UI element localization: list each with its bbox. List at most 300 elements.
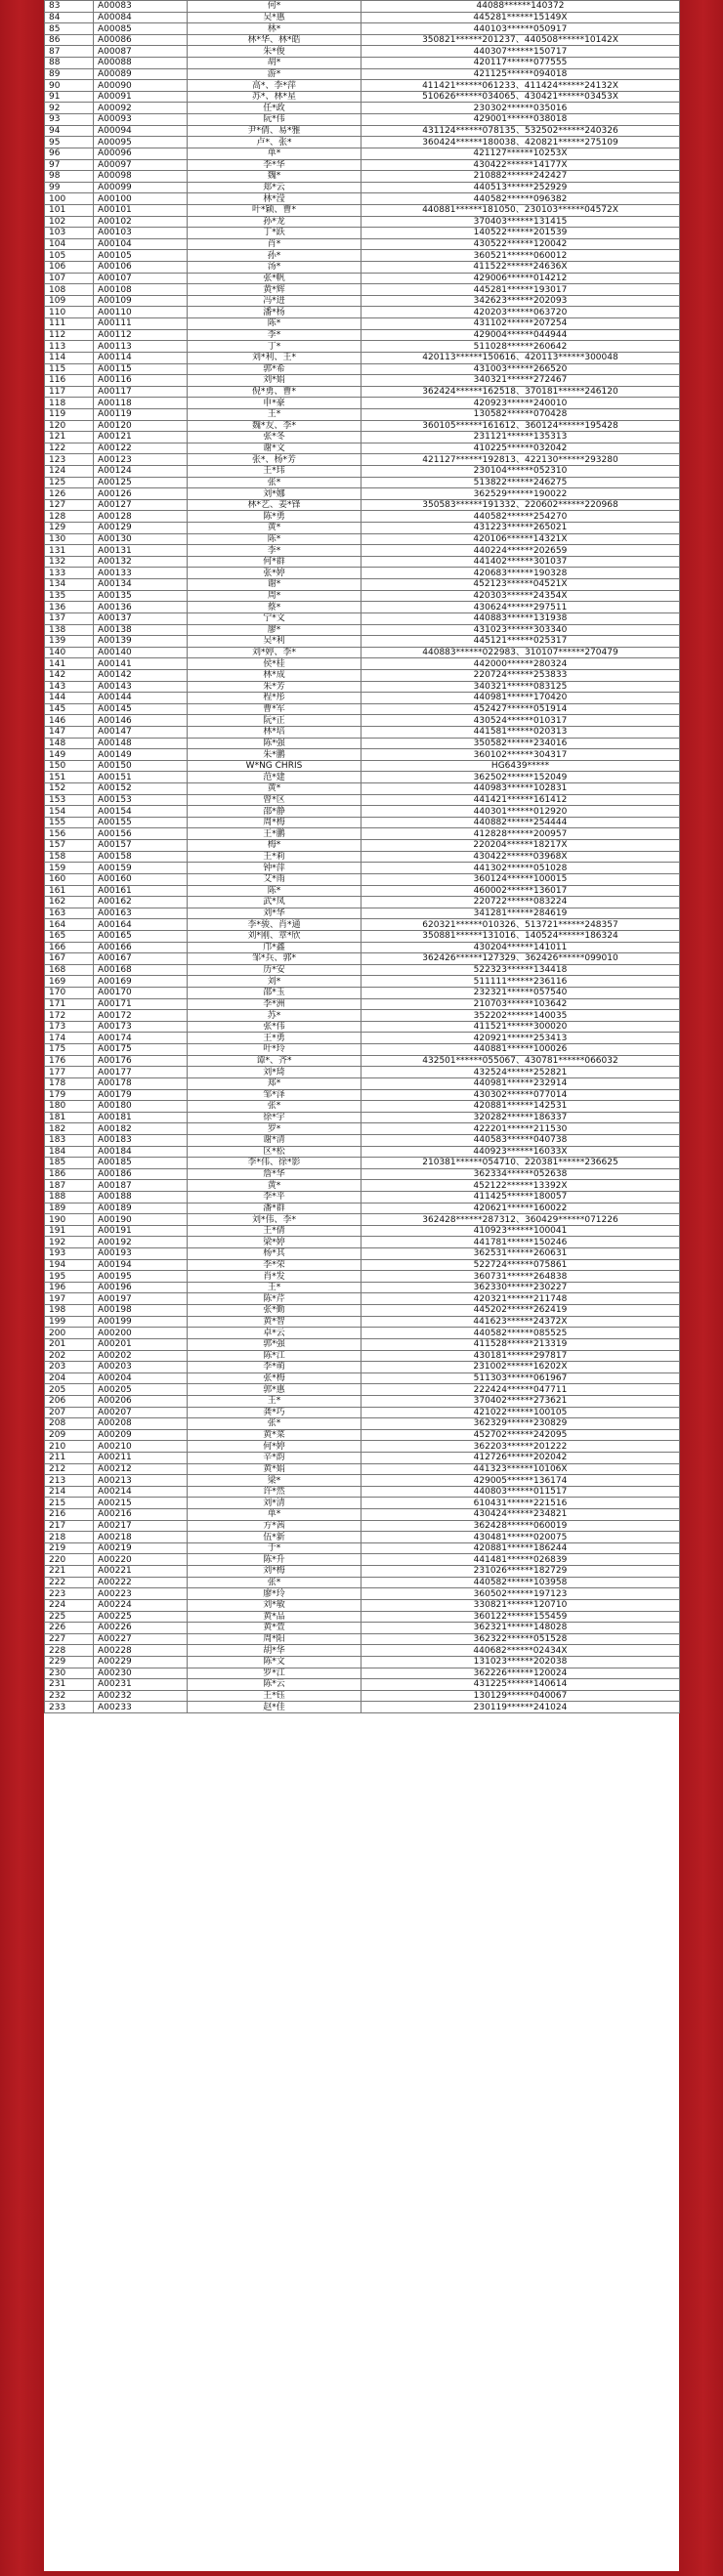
table-row <box>45 1 680 13</box>
row-code: A00096 <box>94 148 188 159</box>
row-name: 陈*强 <box>188 738 362 749</box>
row-number: 232 <box>45 1690 94 1702</box>
row-number: 182 <box>45 1123 94 1135</box>
row-name: 邵*静 <box>188 806 362 818</box>
row-number: 127 <box>45 499 94 511</box>
row-id-number: 610431******221516 <box>362 1498 680 1509</box>
row-name: 叶*颖、曹* <box>188 204 362 216</box>
row-name: 丁* <box>188 341 362 353</box>
row-id-number: 441623******24372X <box>362 1316 680 1328</box>
row-number: 228 <box>45 1645 94 1657</box>
row-code: A00190 <box>94 1214 188 1226</box>
row-name: 张* <box>188 1101 362 1113</box>
row-number: 211 <box>45 1453 94 1464</box>
row-id-number: 440881******100026 <box>362 1044 680 1056</box>
row-name: 曹*军 <box>188 703 362 715</box>
row-id-number: 362531******260631 <box>362 1248 680 1260</box>
row-number: 97 <box>45 159 94 171</box>
row-id-number: 620321******010326、513721******248357 <box>362 919 680 931</box>
row-code: A00127 <box>94 499 188 511</box>
row-name: 卢*、张* <box>188 137 362 148</box>
row-number: 110 <box>45 307 94 318</box>
row-id-number: 360424******180038、420821******275109 <box>362 137 680 148</box>
row-code: A00175 <box>94 1044 188 1056</box>
table-row <box>45 273 680 284</box>
table-row <box>45 828 680 840</box>
row-id-number: 230119******241024 <box>362 1702 680 1713</box>
row-code: A00091 <box>94 91 188 103</box>
row-name: 魏*友、李* <box>188 420 362 432</box>
row-id-number: 431023******303340 <box>362 624 680 636</box>
row-id-number: 340321******272467 <box>362 375 680 387</box>
row-name: 谢*清 <box>188 1134 362 1146</box>
table-row <box>45 80 680 92</box>
row-id-number: 421022******100105 <box>362 1407 680 1418</box>
row-code: A00221 <box>94 1566 188 1578</box>
row-name: 赵*佳 <box>188 1702 362 1713</box>
table-row <box>45 1123 680 1135</box>
table-row <box>45 964 680 976</box>
table-row <box>45 806 680 818</box>
row-name: 谢* <box>188 579 362 591</box>
row-number: 134 <box>45 579 94 591</box>
table-row <box>45 749 680 761</box>
row-number: 128 <box>45 511 94 523</box>
row-name: 肖* <box>188 238 362 250</box>
row-name: 范*建 <box>188 772 362 783</box>
table-row <box>45 488 680 500</box>
row-code: A00083 <box>94 1 188 13</box>
table-row <box>45 182 680 193</box>
table-row <box>45 1214 680 1226</box>
row-code: A00147 <box>94 727 188 739</box>
row-id-number: 440881******181050、230103******04572X <box>362 204 680 216</box>
row-number: 148 <box>45 738 94 749</box>
row-name: 朱*俊 <box>188 46 362 58</box>
row-number: 217 <box>45 1520 94 1532</box>
table-row <box>45 1146 680 1158</box>
row-number: 163 <box>45 908 94 919</box>
row-number: 85 <box>45 23 94 35</box>
table-row <box>45 1101 680 1113</box>
table-row <box>45 1259 680 1271</box>
table-row <box>45 579 680 591</box>
table-row <box>45 1044 680 1056</box>
row-id-number: 421125******094018 <box>362 68 680 80</box>
row-id-number: 432501******055067、430781******066032 <box>362 1055 680 1067</box>
row-name: 游* <box>188 68 362 80</box>
row-id-number: 411528******213319 <box>362 1338 680 1350</box>
row-id-number: 360502******197123 <box>362 1588 680 1600</box>
row-number: 213 <box>45 1475 94 1487</box>
row-number: 216 <box>45 1509 94 1521</box>
row-name: 孙* <box>188 250 362 262</box>
row-code: A00095 <box>94 137 188 148</box>
row-code: A00087 <box>94 46 188 58</box>
table-row <box>45 908 680 919</box>
row-id-number: 420321******211748 <box>362 1293 680 1305</box>
row-number: 113 <box>45 341 94 353</box>
row-code: A00177 <box>94 1067 188 1078</box>
row-id-number: 340321******083125 <box>362 681 680 693</box>
row-number: 88 <box>45 58 94 69</box>
row-name: 郑*云 <box>188 182 362 193</box>
row-code: A00233 <box>94 1702 188 1713</box>
row-code: A00210 <box>94 1441 188 1453</box>
row-code: A00133 <box>94 568 188 579</box>
table-row <box>45 12 680 23</box>
row-id-number: 440103******050917 <box>362 23 680 35</box>
table-row <box>45 1191 680 1203</box>
row-number: 124 <box>45 465 94 477</box>
row-name: 郭*希 <box>188 363 362 375</box>
row-code: A00108 <box>94 284 188 296</box>
row-code: A00217 <box>94 1520 188 1532</box>
row-id-number: 140522******201539 <box>362 228 680 239</box>
row-code: A00219 <box>94 1542 188 1554</box>
row-name: 王*鹏 <box>188 828 362 840</box>
row-number: 114 <box>45 352 94 363</box>
table-row <box>45 443 680 454</box>
row-id-number: 431003******266520 <box>362 363 680 375</box>
row-code: A00093 <box>94 114 188 126</box>
row-code: A00092 <box>94 103 188 114</box>
row-id-number: 420303******24354X <box>362 590 680 602</box>
table-row <box>45 976 680 988</box>
row-id-number: 362321******148028 <box>362 1623 680 1634</box>
table-row <box>45 1203 680 1214</box>
row-number: 181 <box>45 1112 94 1123</box>
row-name: 黄*萱 <box>188 1623 362 1634</box>
table-row <box>45 125 680 137</box>
table-row <box>45 885 680 897</box>
row-name: 吴*惠 <box>188 12 362 23</box>
table-row <box>45 1509 680 1521</box>
row-number: 158 <box>45 851 94 863</box>
row-number: 155 <box>45 817 94 828</box>
row-id-number: 440923******16033X <box>362 1146 680 1158</box>
table-row <box>45 329 680 341</box>
row-id-number: 430204******141011 <box>362 942 680 953</box>
row-code: A00114 <box>94 352 188 363</box>
row-number: 159 <box>45 863 94 874</box>
row-number: 202 <box>45 1350 94 1362</box>
row-code: A00130 <box>94 533 188 545</box>
table-row <box>45 250 680 262</box>
row-id-number: 445121******025317 <box>362 636 680 648</box>
row-id-number: 440981******232914 <box>362 1077 680 1089</box>
table-row <box>45 307 680 318</box>
row-id-number: 360102******304317 <box>362 749 680 761</box>
row-id-number: 460002******136017 <box>362 885 680 897</box>
row-number: 203 <box>45 1362 94 1373</box>
row-code: A00107 <box>94 273 188 284</box>
row-name: 林*艺、姜*锋 <box>188 499 362 511</box>
table-row <box>45 1566 680 1578</box>
row-name: 历*安 <box>188 964 362 976</box>
table-row <box>45 1611 680 1623</box>
row-id-number: 430424******234821 <box>362 1509 680 1521</box>
table-row <box>45 1588 680 1600</box>
row-name: 邵*玉 <box>188 988 362 999</box>
table-row <box>45 897 680 908</box>
row-name: 梁*婷 <box>188 1237 362 1248</box>
table-row <box>45 851 680 863</box>
table-row <box>45 873 680 885</box>
row-code: A00120 <box>94 420 188 432</box>
table-row <box>45 1542 680 1554</box>
row-number: 176 <box>45 1055 94 1067</box>
row-number: 137 <box>45 612 94 624</box>
table-row <box>45 352 680 363</box>
row-code: A00167 <box>94 953 188 965</box>
row-code: A00230 <box>94 1668 188 1679</box>
row-code: A00134 <box>94 579 188 591</box>
row-number: 102 <box>45 216 94 228</box>
table-row <box>45 204 680 216</box>
row-code: A00196 <box>94 1282 188 1293</box>
row-name: 刘*利、王* <box>188 352 362 363</box>
table-row <box>45 1645 680 1657</box>
table-row <box>45 703 680 715</box>
row-id-number: 430422******03968X <box>362 851 680 863</box>
row-name: 林*培 <box>188 727 362 739</box>
row-code: A00215 <box>94 1498 188 1509</box>
row-id-number: 44088******140372 <box>362 1 680 13</box>
row-code: A00200 <box>94 1328 188 1339</box>
row-name: 汤* <box>188 262 362 274</box>
row-id-number: 362529******190022 <box>362 488 680 500</box>
row-code: A00189 <box>94 1203 188 1214</box>
table-row <box>45 23 680 35</box>
row-number: 140 <box>45 647 94 658</box>
row-code: A00187 <box>94 1180 188 1192</box>
row-name: 刘*敏 <box>188 1599 362 1611</box>
row-name: 陈* <box>188 533 362 545</box>
row-id-number: 370403******131415 <box>362 216 680 228</box>
row-id-number: 330821******120710 <box>362 1599 680 1611</box>
row-code: A00144 <box>94 693 188 704</box>
row-code: A00229 <box>94 1656 188 1668</box>
table-row <box>45 1475 680 1487</box>
table-row <box>45 658 680 670</box>
row-name: 周*梅 <box>188 817 362 828</box>
row-name: 李*洲 <box>188 998 362 1010</box>
row-number: 167 <box>45 953 94 965</box>
row-id-number: 440582******085525 <box>362 1328 680 1339</box>
row-name: 方*茜 <box>188 1520 362 1532</box>
row-code: A00085 <box>94 23 188 35</box>
row-id-number: 430481******020075 <box>362 1532 680 1543</box>
row-id-number: 220722******083224 <box>362 897 680 908</box>
row-name: 邹*泽 <box>188 1089 362 1101</box>
row-number: 84 <box>45 12 94 23</box>
row-code: A00146 <box>94 715 188 727</box>
row-number: 225 <box>45 1611 94 1623</box>
table-row <box>45 148 680 159</box>
row-name: 林*华、林*皓 <box>188 34 362 46</box>
row-name: 陈*芹 <box>188 1293 362 1305</box>
row-id-number: 430522******120042 <box>362 238 680 250</box>
roster-sheet <box>44 0 679 2571</box>
row-name: 张*婷 <box>188 568 362 579</box>
table-row <box>45 612 680 624</box>
row-code: A00218 <box>94 1532 188 1543</box>
table-row <box>45 34 680 46</box>
row-name: 陈* <box>188 318 362 330</box>
row-name: 廖* <box>188 624 362 636</box>
table-row <box>45 216 680 228</box>
row-name: 艾*雨 <box>188 873 362 885</box>
row-code: A00194 <box>94 1259 188 1271</box>
table-row <box>45 1248 680 1260</box>
table-row <box>45 363 680 375</box>
table-row <box>45 1293 680 1305</box>
row-name: 丁*跃 <box>188 228 362 239</box>
row-name: 张* <box>188 1418 362 1430</box>
row-id-number: 429004******044944 <box>362 329 680 341</box>
table-row <box>45 1180 680 1192</box>
row-id-number: 210882******242427 <box>362 171 680 183</box>
row-id-number: 440582******096382 <box>362 193 680 205</box>
row-code: A00204 <box>94 1372 188 1384</box>
row-name: 肖*发 <box>188 1271 362 1283</box>
row-code: A00129 <box>94 523 188 534</box>
row-code: A00117 <box>94 386 188 398</box>
row-id-number: 231026******182729 <box>362 1566 680 1578</box>
row-name: 吴*利 <box>188 636 362 648</box>
row-id-number: 511111******236116 <box>362 976 680 988</box>
row-number: 91 <box>45 91 94 103</box>
table-row <box>45 1554 680 1566</box>
table-row <box>45 1067 680 1078</box>
row-name: 黄*菜 <box>188 1429 362 1441</box>
table-row <box>45 1282 680 1293</box>
table-row <box>45 193 680 205</box>
row-number: 215 <box>45 1498 94 1509</box>
row-id-number: 420113******150616、420113******300048 <box>362 352 680 363</box>
row-code: A00142 <box>94 669 188 681</box>
table-row <box>45 523 680 534</box>
row-code: A00152 <box>94 783 188 795</box>
row-name: 罗* <box>188 1123 362 1135</box>
row-id-number: 420881******142531 <box>362 1101 680 1113</box>
row-name: 王*玮 <box>188 465 362 477</box>
table-row <box>45 1656 680 1668</box>
roster-table <box>44 0 680 1713</box>
row-id-number: 341281******284619 <box>362 908 680 919</box>
row-code: A00160 <box>94 873 188 885</box>
row-id-number: 452122******13392X <box>362 1180 680 1192</box>
row-name: 谭*、齐* <box>188 1055 362 1067</box>
row-code: A00141 <box>94 658 188 670</box>
row-id-number: 362334******052638 <box>362 1168 680 1180</box>
row-name: 李*荣 <box>188 1259 362 1271</box>
table-row <box>45 171 680 183</box>
row-id-number: 410225******032042 <box>362 443 680 454</box>
row-name: 王* <box>188 1282 362 1293</box>
row-number: 117 <box>45 386 94 398</box>
table-row <box>45 1010 680 1022</box>
row-code: A00170 <box>94 988 188 999</box>
row-number: 152 <box>45 783 94 795</box>
row-name: 张* <box>188 477 362 488</box>
row-id-number: 420117******077555 <box>362 58 680 69</box>
row-id-number: 431124******078135、532502******240326 <box>362 125 680 137</box>
table-row <box>45 1384 680 1396</box>
row-name: 何*婷 <box>188 1441 362 1453</box>
row-code: A00125 <box>94 477 188 488</box>
row-code: A00102 <box>94 216 188 228</box>
row-number: 200 <box>45 1328 94 1339</box>
table-row <box>45 1328 680 1339</box>
row-id-number: HG6439***** <box>362 760 680 772</box>
row-name: 郭*惠 <box>188 1384 362 1396</box>
row-name: 张* <box>188 1577 362 1588</box>
row-name: 朱*芳 <box>188 681 362 693</box>
row-number: 160 <box>45 873 94 885</box>
row-name: 李*萌 <box>188 1362 362 1373</box>
row-code: A00155 <box>94 817 188 828</box>
row-name: 郑* <box>188 1077 362 1089</box>
row-code: A00169 <box>94 976 188 988</box>
row-number: 141 <box>45 658 94 670</box>
row-id-number: 350881******131016、140524******186324 <box>362 930 680 942</box>
table-row <box>45 715 680 727</box>
row-number: 218 <box>45 1532 94 1543</box>
row-code: A00101 <box>94 204 188 216</box>
row-code: A00173 <box>94 1021 188 1033</box>
row-id-number: 130129******040067 <box>362 1690 680 1702</box>
row-id-number: 430422******14177X <box>362 159 680 171</box>
table-row <box>45 693 680 704</box>
row-id-number: 440513******252929 <box>362 182 680 193</box>
table-row <box>45 1395 680 1407</box>
table-row <box>45 1702 680 1713</box>
row-id-number: 421127******192813、422130******293280 <box>362 454 680 466</box>
table-row <box>45 1453 680 1464</box>
table-row <box>45 1089 680 1101</box>
row-id-number: 440882******254444 <box>362 817 680 828</box>
table-row <box>45 432 680 443</box>
row-id-number: 440224******202659 <box>362 545 680 557</box>
row-id-number: 441323******10106X <box>362 1463 680 1475</box>
row-name: 邹*兵、郭* <box>188 953 362 965</box>
row-number: 224 <box>45 1599 94 1611</box>
table-row <box>45 1532 680 1543</box>
row-id-number: 510626******034065、430421******03453X <box>362 91 680 103</box>
row-id-number: 350583******191332、220602******220968 <box>362 499 680 511</box>
row-number: 143 <box>45 681 94 693</box>
row-id-number: 429006******014212 <box>362 273 680 284</box>
row-id-number: 431102******207254 <box>362 318 680 330</box>
row-id-number: 440582******103958 <box>362 1577 680 1588</box>
row-code: A00126 <box>94 488 188 500</box>
row-code: A00111 <box>94 318 188 330</box>
row-name: 郭*强 <box>188 1338 362 1350</box>
row-id-number: 360731******264838 <box>362 1271 680 1283</box>
row-number: 89 <box>45 68 94 80</box>
row-name: 曾*区 <box>188 794 362 806</box>
row-name: 张*帆 <box>188 273 362 284</box>
row-code: A00207 <box>94 1407 188 1418</box>
row-number: 196 <box>45 1282 94 1293</box>
row-code: A00148 <box>94 738 188 749</box>
row-code: A00143 <box>94 681 188 693</box>
row-name: 高*、李*萍 <box>188 80 362 92</box>
row-code: A00119 <box>94 408 188 420</box>
row-name: W*NG CHRIS <box>188 760 362 772</box>
